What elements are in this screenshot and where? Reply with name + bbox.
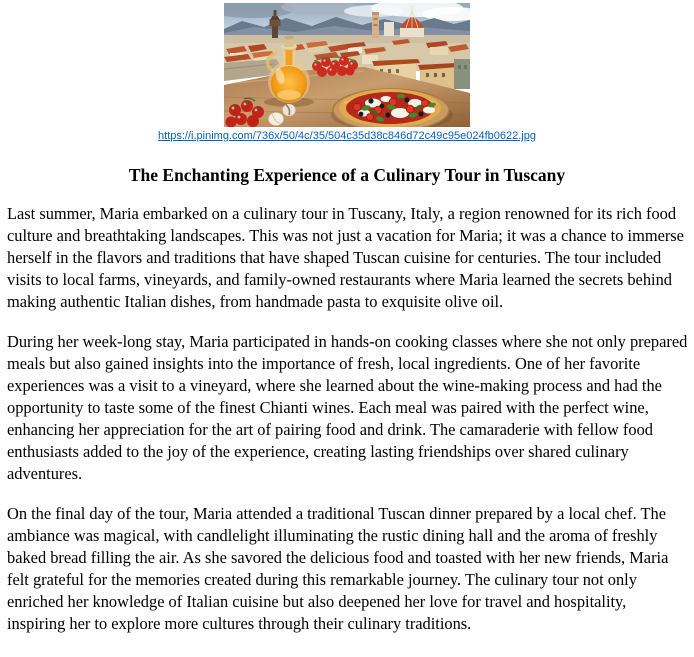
article-body	[0, 203, 694, 635]
tuscany-photo	[224, 3, 470, 127]
image-source-link[interactable]: https://i.pinimg.com/736x/50/4c/35/504c35d38c846d72c49c95e024fb0622.jpg	[158, 130, 536, 142]
page-title: The Enchanting Experience of a Culinary Tour in Tuscany	[128, 165, 566, 185]
figure-block	[0, 0, 694, 143]
paragraph-3: On the final day of the tour, Maria attended a traditional Tuscan dinner prepared by a local chef. The ambiance was magical, with candlelight illuminating the rustic dining hall and the aroma of freshly baked bread filling the air. As she savored the delicious food and toasted with her new friends, Maria felt grateful for the memories created during this remarkable journey. The culinary tour not only enriched her knowledge of Italian cuisine but also deepened her love for travel and hospitality, inspiring her to explore more cultures through their culinary traditions.	[7, 504, 669, 633]
paragraph-2: During her week-long stay, Maria participated in hands-on cooking classes where she not only prepared meals but also gained insights into the importance of fresh, local ingredients. One of her favorite experiences was a visit to a vineyard, where she learned about the wine-making process and had the opportunity to taste some of the finest Chianti wines. Each meal was paired with the perfect wine, enhancing her appreciation for the art of pairing food and drink. The camaraderie with fellow food enthusiasts added to the joy of the experience, creating lasting friendships over shared culinary adventures.	[7, 332, 688, 483]
paragraph-1: Last summer, Maria embarked on a culinary tour in Tuscany, Italy, a region renowned for its rich food culture and breathtaking landscapes. This was not just a vacation for Maria; it was a chance to immerse herself in the flavors and traditions that have shaped Tuscan cuisine for centuries. The tour included visits to local farms, vineyards, and family-owned restaurants where Maria learned the secrets behind making authentic Italian dishes, from handmade pasta to exquisite olive oil.	[7, 204, 684, 311]
image-caption	[0, 129, 694, 143]
